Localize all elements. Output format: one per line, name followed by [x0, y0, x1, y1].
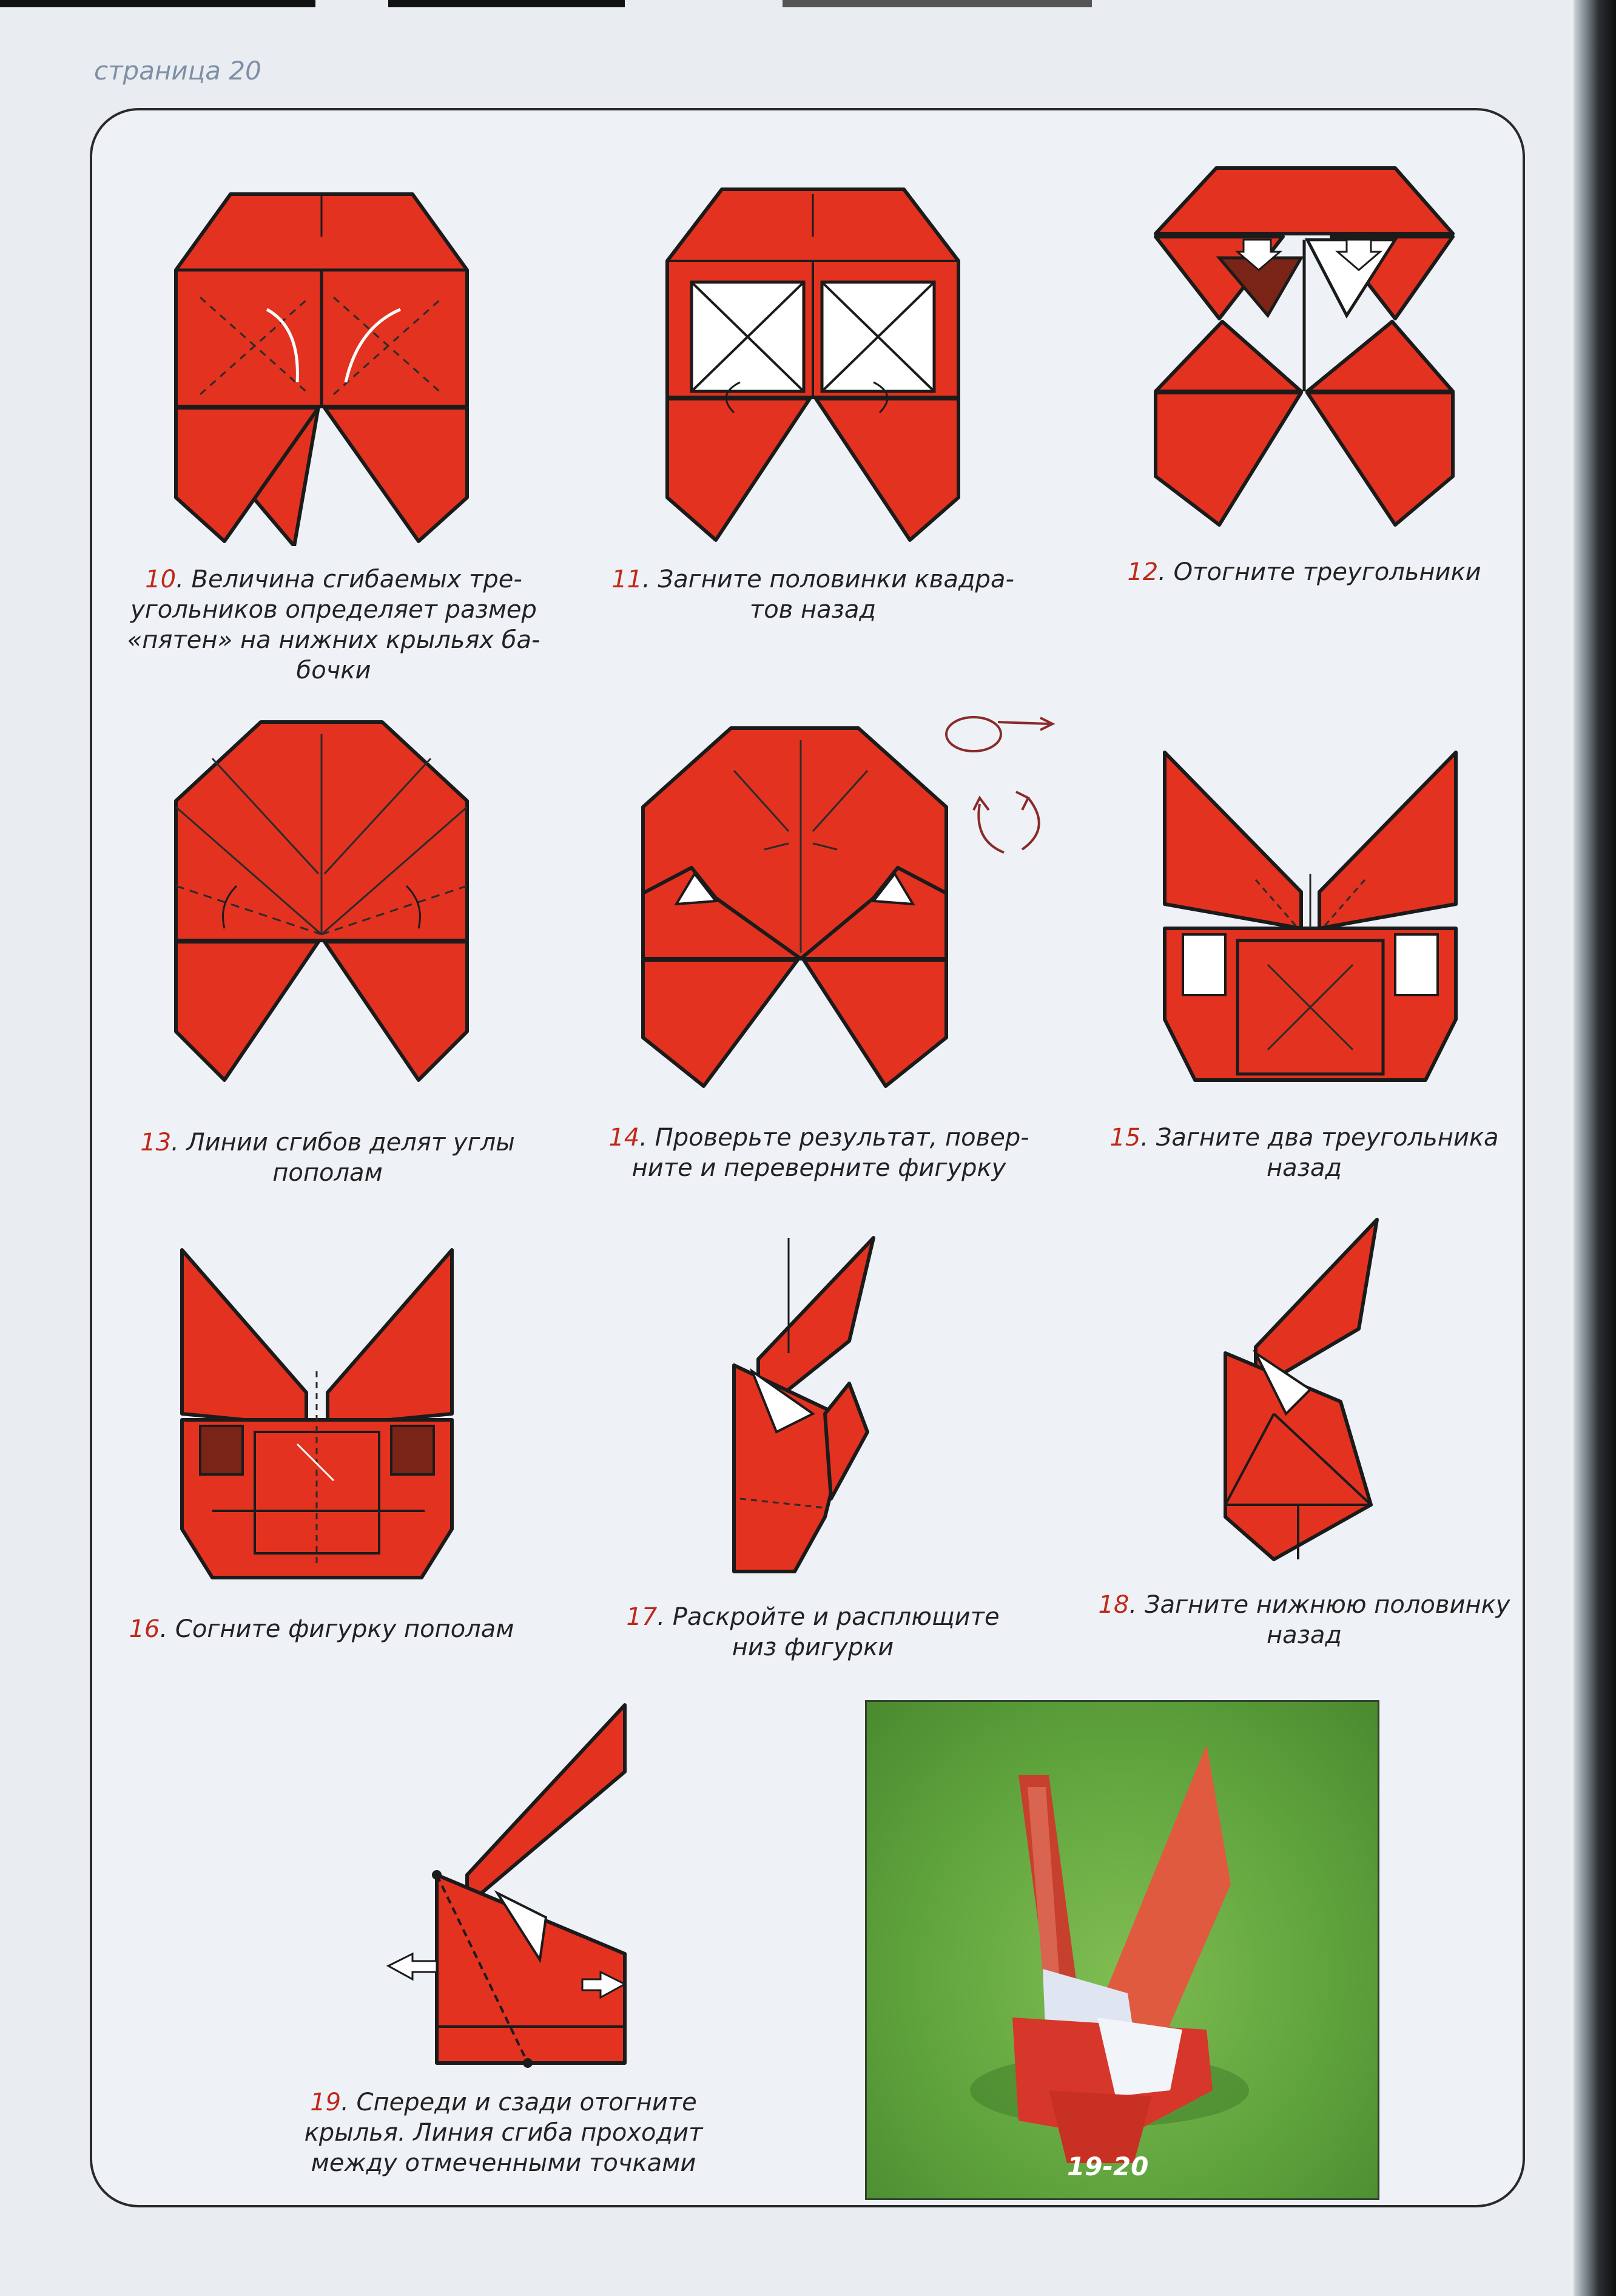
origami-photo-illustration [867, 1702, 1379, 2200]
diagram-step-15 [1159, 746, 1462, 1092]
step-number: 14 [608, 1124, 640, 1152]
step-number: 17 [626, 1603, 658, 1631]
step-text: . Загните два треугольника назад [1140, 1124, 1499, 1182]
step-caption-10 [115, 564, 552, 686]
step-number: 15 [1109, 1124, 1141, 1152]
scan-edge-top [0, 0, 315, 7]
diagram-step-13 [164, 716, 479, 1092]
photo-tag: 19-20 [1067, 2152, 1149, 2181]
step-caption-11 [601, 564, 1025, 625]
diagram-step-14 [637, 722, 965, 1098]
step-text: . Проверьте результат, повер- ните и переверните фигурку [631, 1124, 1029, 1182]
step-number: 19 [310, 2088, 342, 2116]
diagram-step-17 [728, 1232, 886, 1584]
step-caption-19 [285, 2087, 722, 2178]
step-caption-18 [1092, 1590, 1517, 1650]
page-number: страница 20 [94, 56, 261, 86]
book-spine [1574, 0, 1616, 2296]
step-caption-13 [115, 1127, 540, 1188]
step-number: 18 [1098, 1591, 1130, 1619]
step-text: . Величина сгибаемых тре- угольников определяет размер «пятен» на нижних крыльях ба- бочки [127, 566, 540, 684]
step-text: . Загните нижнюю половинку назад [1129, 1591, 1510, 1649]
step-caption-17 [601, 1602, 1025, 1663]
step-caption-16 [109, 1614, 534, 1644]
step-number: 10 [145, 566, 177, 593]
diagram-step-18 [1219, 1214, 1383, 1572]
diagram-step-16 [176, 1244, 467, 1584]
step-caption-14 [601, 1123, 1037, 1183]
step-caption-12 [1092, 557, 1517, 587]
step-number: 13 [140, 1129, 172, 1156]
diagram-step-12 [1146, 161, 1468, 537]
step-text: . Отогните треугольники [1158, 558, 1481, 586]
step-text: . Загните половинки квадра- тов назад [642, 566, 1014, 624]
step-text: . Согните фигурку пополам [160, 1615, 514, 1643]
step-text: . Раскройте и расплющите низ фигурки [657, 1603, 1000, 1661]
diagram-step-10 [164, 182, 479, 546]
step-number: 12 [1127, 558, 1159, 586]
scan-edge-top [388, 0, 625, 7]
step-number: 11 [611, 566, 643, 593]
scan-edge-top [783, 0, 1092, 7]
step-text: . Спереди и сзади отогните крылья. Линия сгиба проходит между отмеченными точками [304, 2088, 703, 2177]
result-photo [865, 1700, 1379, 2200]
step-number: 16 [129, 1615, 160, 1643]
diagram-step-19 [382, 1699, 649, 2069]
step-text: . Линии сгибов делят углы пополам [171, 1129, 515, 1187]
turn-over-icon [937, 707, 1059, 865]
diagram-step-11 [655, 182, 971, 546]
step-caption-15 [1092, 1123, 1517, 1183]
